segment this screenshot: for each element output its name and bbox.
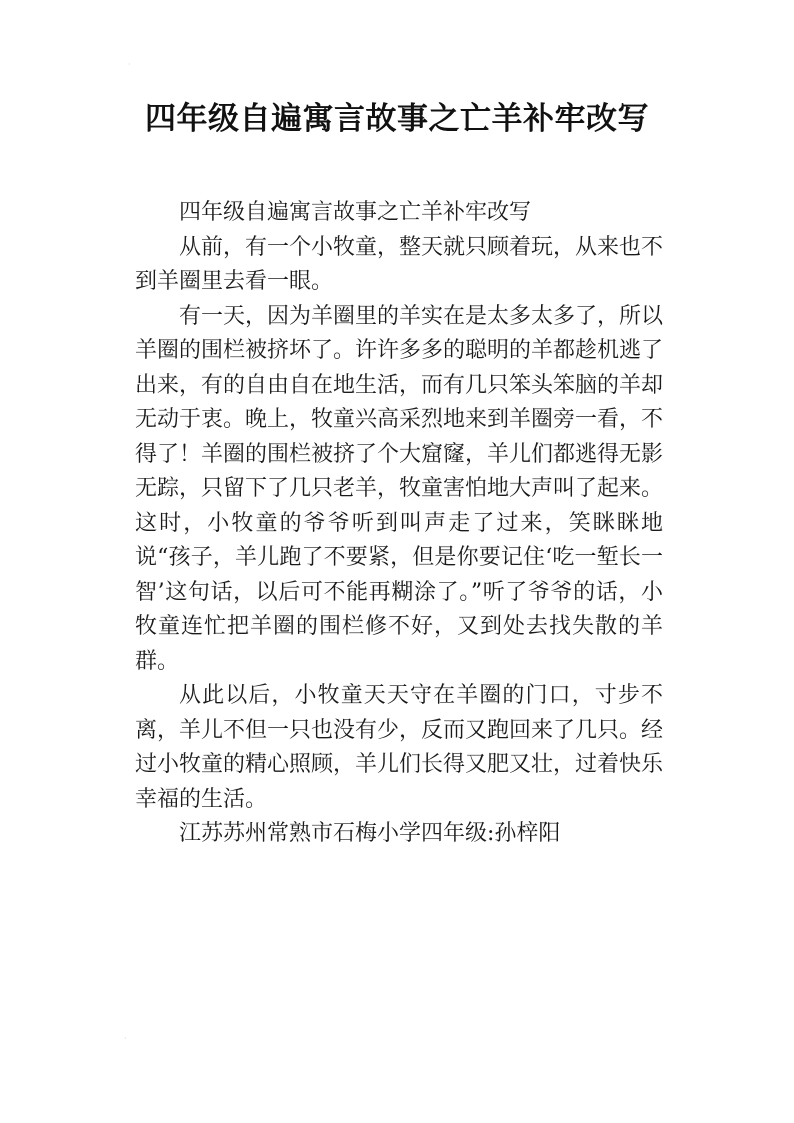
paragraph-3: 从此以后，小牧童天天守在羊圈的门口，寸步不离，羊儿不但一只也没有少，反而又跑回来了几只。经过小牧童的精心照顾，羊儿们长得又肥又壮，过着快乐幸福的生活。 (135, 683, 664, 812)
paragraph-1: 从前，有一个小牧童，整天就只顾着玩，从来也不到羊圈里去看一眼。 (135, 234, 664, 294)
document-body (135, 196, 663, 852)
author-line: 江苏苏州常熟市石梅小学四年级:孙梓阳 (179, 821, 561, 846)
scan-speck-top: · (128, 60, 131, 69)
paragraph-2: 有一天，因为羊圈里的羊实在是太多太多了，所以羊圈的围栏被挤坏了。许许多多的聪明的羊都趁机逃了出来，有的自由自在地生活，而有几只笨头笨脑的羊却无动于衷。晚上，牧童兴高采烈地来到羊圈旁一看，不得了！羊圈的围栏被挤了个大窟窿，羊儿们都逃得无影无踪，只留下了几只老羊，牧童害怕地大声叫了起来。这时，小牧童的爷爷听到叫声走了过来，笑眯眯地说“孩子，羊儿跑了不要紧，但是你要记住‘吃一堑长一智’这句话，以后可不能再糊涂了。”听了爷爷的话，小牧童连忙把羊圈的围栏修不好，又到处去找失散的羊群。 (135, 303, 664, 674)
document-title: 四年级自遍寓言故事之亡羊补牢改写 (145, 101, 649, 137)
paragraph-heading: 四年级自遍寓言故事之亡羊补牢改写 (179, 200, 532, 225)
scan-speck-bottom: · (124, 1034, 127, 1043)
